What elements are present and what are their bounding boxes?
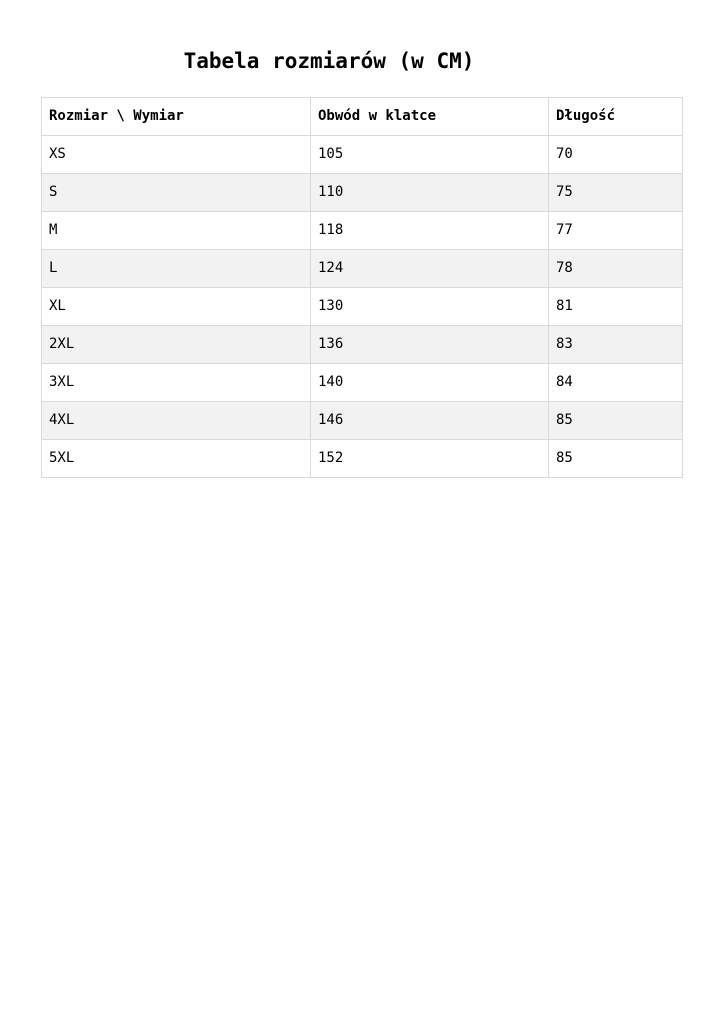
table-row	[42, 364, 683, 402]
page-title: Tabela rozmiarów (w CM)	[183, 49, 475, 73]
size-cell: 3XL	[42, 364, 311, 402]
length-cell: 83	[549, 326, 683, 364]
table-row	[42, 250, 683, 288]
size-cell: S	[42, 174, 311, 212]
size-cell: XL	[42, 288, 311, 326]
header-chest-circumference: Obwód w klatce	[311, 98, 549, 136]
table-row	[42, 402, 683, 440]
header-length: Długość	[549, 98, 683, 136]
size-cell: L	[42, 250, 311, 288]
length-cell: 81	[549, 288, 683, 326]
size-cell: 4XL	[42, 402, 311, 440]
chest-cell: 105	[311, 136, 549, 174]
length-cell: 85	[549, 402, 683, 440]
size-cell: M	[42, 212, 311, 250]
chest-cell: 118	[311, 212, 549, 250]
header-row	[42, 98, 683, 136]
length-cell: 85	[549, 440, 683, 478]
table-row	[42, 326, 683, 364]
size-table	[41, 97, 683, 478]
chest-cell: 110	[311, 174, 549, 212]
chest-cell: 130	[311, 288, 549, 326]
size-cell: XS	[42, 136, 311, 174]
header-size-dimension: Rozmiar \ Wymiar	[42, 98, 311, 136]
length-cell: 84	[549, 364, 683, 402]
length-cell: 70	[549, 136, 683, 174]
table-row	[42, 440, 683, 478]
length-cell: 78	[549, 250, 683, 288]
table-row	[42, 174, 683, 212]
chest-cell: 140	[311, 364, 549, 402]
chest-cell: 146	[311, 402, 549, 440]
length-cell: 75	[549, 174, 683, 212]
size-cell: 2XL	[42, 326, 311, 364]
chest-cell: 152	[311, 440, 549, 478]
chest-cell: 136	[311, 326, 549, 364]
table-row	[42, 212, 683, 250]
table-row	[42, 288, 683, 326]
length-cell: 77	[549, 212, 683, 250]
table-row	[42, 136, 683, 174]
chest-cell: 124	[311, 250, 549, 288]
size-cell: 5XL	[42, 440, 311, 478]
